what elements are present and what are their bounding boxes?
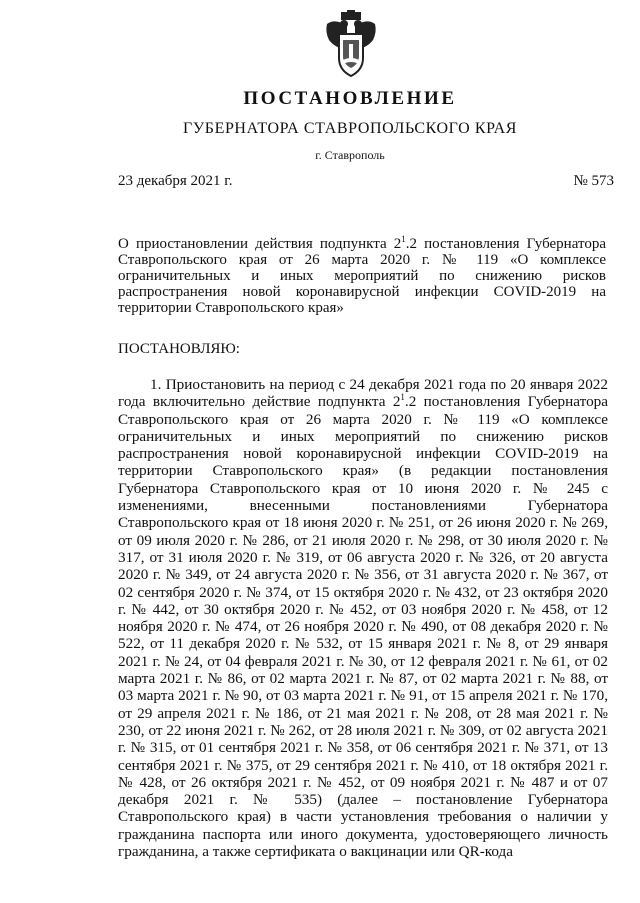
- subject-text-start: О приостановлении действия подпункта 2: [118, 236, 402, 252]
- coat-of-arms-icon: [325, 10, 377, 80]
- document-title: ПОСТАНОВЛЕНИЕ: [243, 88, 457, 109]
- document-date: 23 декабря 2021 г.: [118, 173, 233, 189]
- paragraph-1-end: .2 постановления Губернатора Ставропольского края от 26 марта 2020 г. № 119 «О комплексе ограничительных и иных мероприятий по снижению рисков распространения новой коронавирусной инфекции COVID-2019 на территории Ставропольского края» (в редакции постановления Губернатора Ставропольского края от 10 июня 2020 г. № 245 с изменениями, внесенными постановлениями Губернатора Ставропольского края от 18 июня 2020 г. № 251, от 26 июня 2020 г. № 269, от 09 июля 2020 г. № 286, от 21 июля 2020 г. № 298, от 30 июля 2020 г. № 317, от 31 июля 2020 г. № 319, от 06 августа 2020 г. № 326, от 20 августа 2020 г. № 349, от 24 августа 2020 г. № 356, от 31 августа 2020 г. № 367, от 02 сентября 2020 г. № 374, от 15 октября 2020 г. № 432, от 23 октября 2020 г. № 442, от 30 октября 2020 г. № 452, от 03 ноября 2020 г. № 458, от 12 ноября 2020 г. № 474, от 26 ноября 2020 г. № 490, от 08 декабря 2020 г. № 522, от 11 декабря 2020 г. № 532, от 15 января 2021 г. № 8, от 29 января 2021 г. № 24, от 04 февраля 2021 г. № 30, от 12 февраля 2021 г. № 61, от 02 марта 2021 г. № 86, от 02 марта 2021 г. № 87, от 02 марта 2021 г. № 88, от 03 марта 2021 г. № 90, от 03 марта 2021 г. № 91, от 15 апреля 2021 г. № 170, от 29 апреля 2021 г. № 186, от 21 мая 2021 г. № 208, от 28 мая 2021 г. № 230, от 22 июня 2021 г. № 262, от 28 июля 2021 г. № 309, от 02 августа 2021 г. № 315, от 01 сентября 2021 г. № 358, от 06 сентября 2021 г. № 371, от 13 сентября 2021 г. № 375, от 29 сентября 2021 г. № 410, от 18 октября 2021 г. № 428, от 26 октября 2021 г. № 452, от 09 ноября 2021 г. № 487 и от 07 декабря 2021 г. № 535) (далее – постановление Губернатора Ставропольского края) в части установления требования о наличии у гражданина паспорта или иного документа, удостоверяющего личность гражданина, а также сертификата о вакцинации или QR-кода: [118, 393, 608, 861]
- paragraph-1: [118, 376, 608, 860]
- city: г. Ставрополь: [315, 148, 385, 162]
- paragraph-1-superscript: 1: [400, 392, 405, 403]
- document-number: № 573: [573, 173, 614, 189]
- subject-superscript: 1: [401, 234, 406, 244]
- decree-word: ПОСТАНОВЛЯЮ:: [118, 341, 240, 357]
- paragraph-1-start: 1. Приостановить на период с 24 декабря 2021 года по 20 января 2022 года включительно действие подпункта 2: [118, 376, 608, 411]
- document-subject: [118, 236, 606, 316]
- subject-text-end: .2 постановления Губернатора Ставропольского края от 26 марта 2020 г. № 119 «О комплексе ограничительных и иных мероприятий по снижению рисков распространения новой коронавирусной инфекции COVID-2019 на территории Ставропольского края»: [118, 236, 606, 316]
- issuer-title: ГУБЕРНАТОРА СТАВРОПОЛЬСКОГО КРАЯ: [183, 120, 517, 137]
